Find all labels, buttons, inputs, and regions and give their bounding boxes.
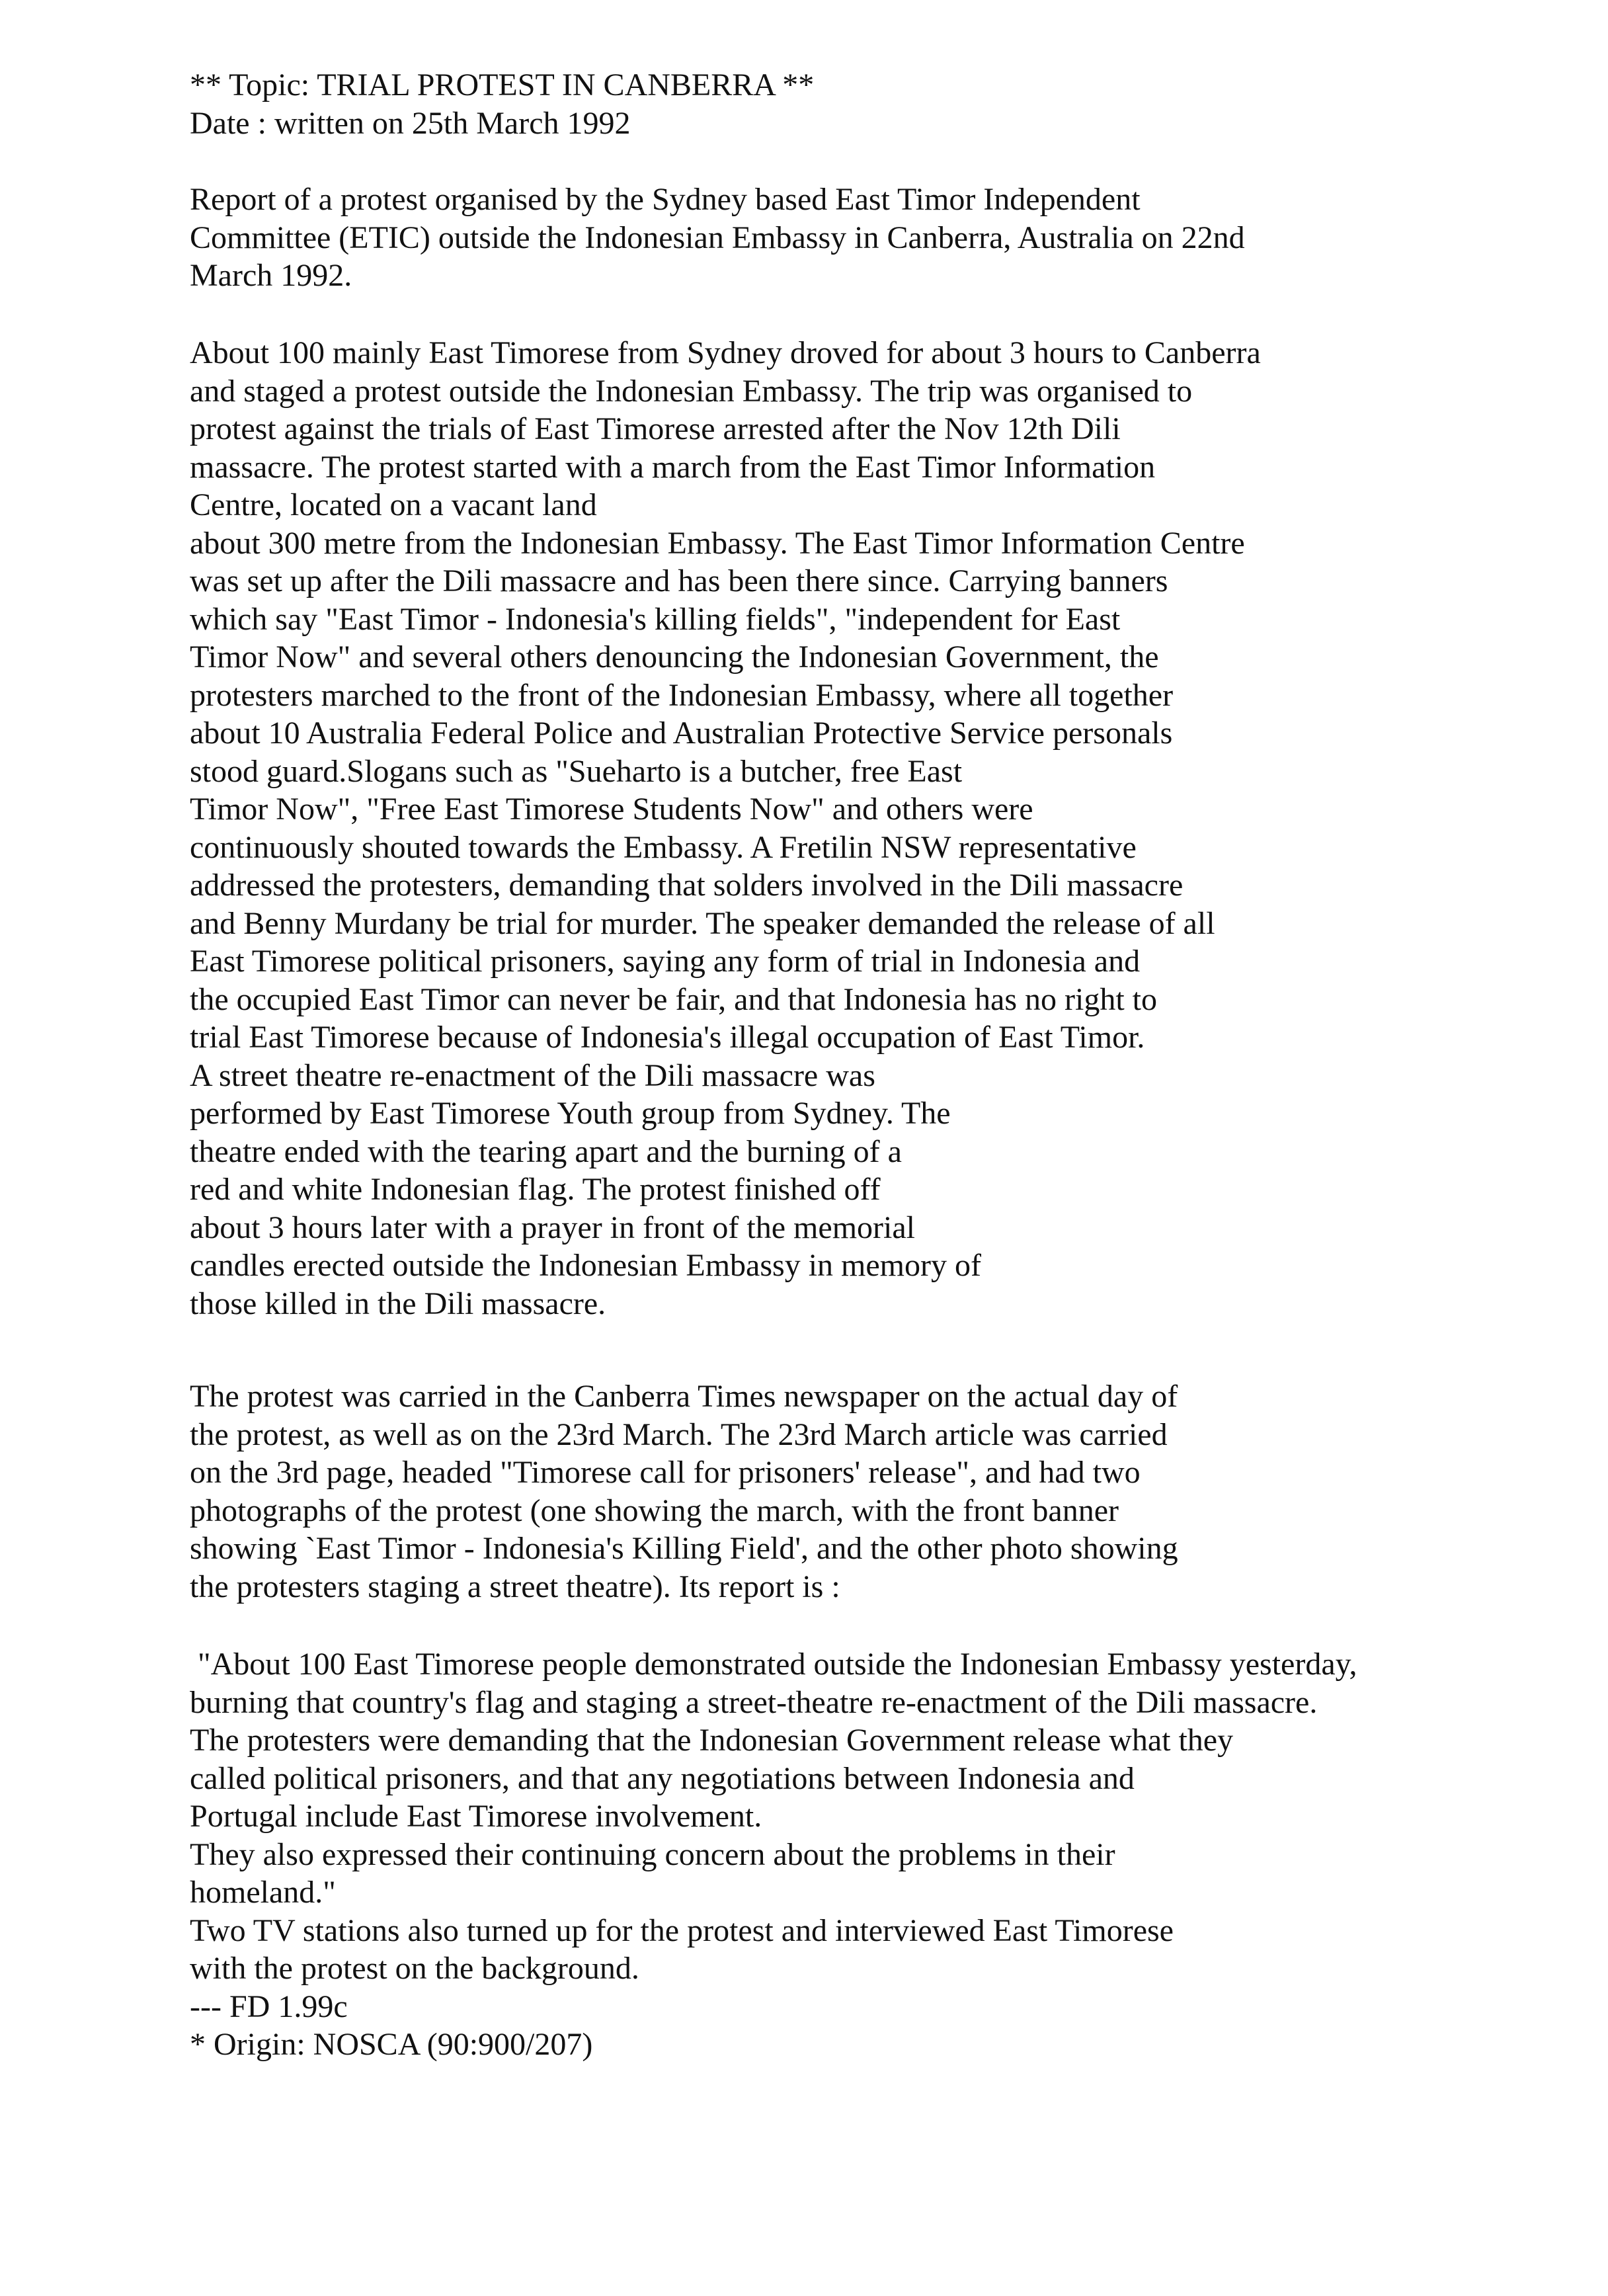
text-line: candles erected outside the Indonesian Embassy in memory of (190, 1248, 981, 1283)
text-line: continuously shouted towards the Embassy. A Fretilin NSW representative (190, 829, 1137, 865)
text-line: Timor Now" and several others denouncing the Indonesian Government, the (190, 639, 1159, 675)
text-line: Centre, located on a vacant land (190, 487, 597, 522)
text-line: was set up after the Dili massacre and has been there since. Carrying banners (190, 563, 1168, 598)
text-line: about 3 hours later with a prayer in front of the memorial (190, 1210, 915, 1245)
intro-paragraph (190, 181, 1245, 295)
text-line: performed by East Timorese Youth group from Sydney. The (190, 1096, 951, 1131)
text-line: March 1992. (190, 258, 352, 293)
text-line: theatre ended with the tearing apart and the burning of a (190, 1133, 902, 1169)
text-line: About 100 mainly East Timorese from Sydney droved for about 3 hours to Canberra (190, 335, 1261, 370)
text-line: massacre. The protest started with a march from the East Timor Information (190, 449, 1156, 485)
signature-line: --- FD 1.99c (190, 1988, 348, 2024)
text-line: showing `East Timor - Indonesia's Killing Field', and the other photo showing (190, 1531, 1178, 1566)
text-line: and Benny Murdany be trial for murder. The speaker demanded the release of all (190, 905, 1215, 941)
text-line: The protesters were demanding that the Indonesian Government release what they (190, 1723, 1234, 1758)
text-line: called political prisoners, and that any negotiations between Indonesia and (190, 1760, 1135, 1796)
text-line: protest against the trials of East Timorese arrested after the Nov 12th Dili (190, 411, 1121, 446)
text-line: on the 3rd page, headed "Timorese call for prisoners' release", and had two (190, 1455, 1141, 1490)
text-line: those killed in the Dili massacre. (190, 1286, 606, 1321)
text-line: protesters marched to the front of the Indonesian Embassy, where all together (190, 677, 1174, 713)
text-line: burning that country's flag and staging a street-theatre re-enactment of the Dili massacre. (190, 1684, 1318, 1720)
topic-line: ** Topic: TRIAL PROTEST IN CANBERRA ** (190, 67, 815, 102)
text-line: "About 100 East Timorese people demonstrated outside the Indonesian Embassy yesterday, (198, 1647, 1357, 1682)
text-line: East Timorese political prisoners, saying any form of trial in Indonesia and (190, 944, 1141, 979)
text-line: A street theatre re-enactment of the Dili massacre was (190, 1057, 875, 1093)
text-line: addressed the protesters, demanding that solders involved in the Dili massacre (190, 868, 1184, 903)
origin-line: * Origin: NOSCA (90:900/207) (190, 2027, 593, 2062)
text-line: the protest, as well as on the 23rd March. The 23rd March article was carried (190, 1416, 1168, 1452)
text-line: the protesters staging a street theatre). Its report is : (190, 1569, 840, 1604)
text-line: red and white Indonesian flag. The protest finished off (190, 1172, 881, 1207)
text-line: The protest was carried in the Canberra Times newspaper on the actual day of (190, 1379, 1178, 1414)
text-line: trial East Timorese because of Indonesia's illegal occupation of East Timor. (190, 1020, 1145, 1055)
text-line: stood guard.Slogans such as "Sueharto is a butcher, free East (190, 753, 963, 789)
text-line: which say "East Timor - Indonesia's killing fields", "independent for East (190, 601, 1121, 637)
newspaper-quote (190, 1645, 1357, 2064)
text-line: Report of a protest organised by the Sydney based East Timor Independent (190, 182, 1141, 217)
text-line: and staged a protest outside the Indonesian Embassy. The trip was organised to (190, 373, 1193, 409)
text-line: Timor Now", "Free East Timorese Students Now" and others were (190, 792, 1033, 827)
text-line: They also expressed their continuing concern about the problems in their (190, 1836, 1115, 1872)
text-line: about 300 metre from the Indonesian Embassy. The East Timor Information Centre (190, 525, 1245, 561)
date-line: Date : written on 25th March 1992 (190, 105, 631, 141)
text-line: homeland." (190, 1875, 336, 1910)
protest-account-paragraph (190, 334, 1261, 1323)
text-line: Committee (ETIC) outside the Indonesian Embassy in Canberra, Australia on 22nd (190, 220, 1245, 255)
text-line: about 10 Australia Federal Police and Australian Protective Service personals (190, 716, 1173, 751)
media-coverage-paragraph (190, 1377, 1178, 1606)
text-line: photographs of the protest (one showing the march, with the front banner (190, 1493, 1119, 1528)
document-header (190, 66, 814, 142)
text-line: with the protest on the background. (190, 1951, 639, 1986)
text-line: Two TV stations also turned up for the protest and interviewed East Timorese (190, 1912, 1174, 1948)
text-line: the occupied East Timor can never be fair, and that Indonesia has no right to (190, 981, 1158, 1017)
text-line: Portugal include East Timorese involvement. (190, 1799, 762, 1834)
